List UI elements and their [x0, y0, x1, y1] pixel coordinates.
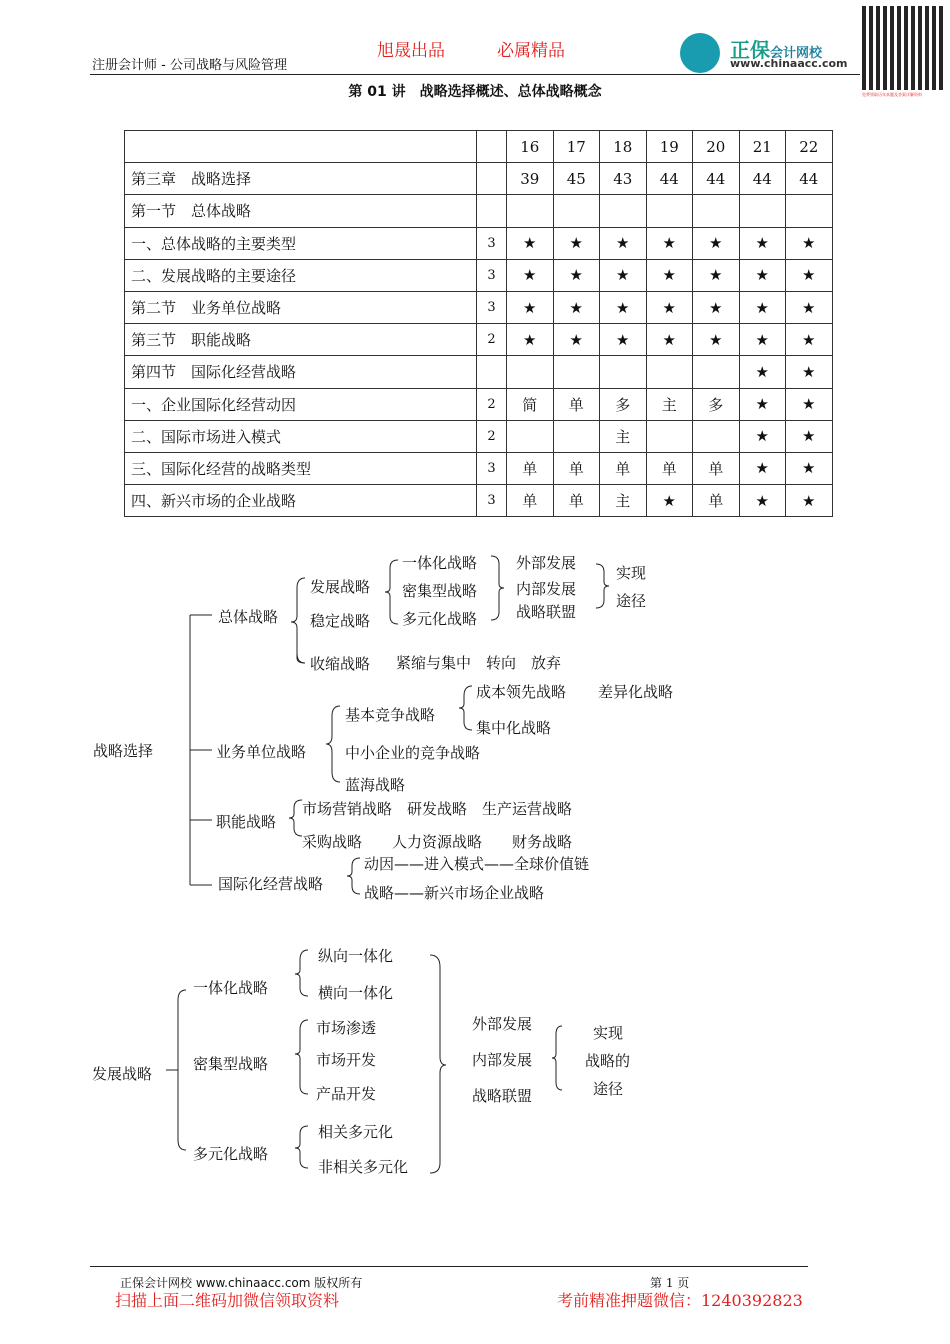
- table-row-label: 二、国际市场进入模式: [125, 420, 477, 452]
- footer-promo-left: 扫描上面二维码加微信领取资料: [115, 1291, 340, 1310]
- table-row-points: 2: [477, 420, 507, 452]
- table-cell: ★: [693, 324, 740, 356]
- table-cell: ★: [600, 291, 647, 323]
- table-cell: 单: [646, 452, 693, 484]
- table-cell: 多: [600, 388, 647, 420]
- table-row-points: 3: [477, 291, 507, 323]
- map1-intl-row1: 动因——进入模式——全球价值链: [364, 855, 590, 873]
- map1-diversification: 多元化战略: [402, 610, 478, 628]
- table-cell: 单: [507, 452, 554, 484]
- map2-horizontal: 横向一体化: [318, 984, 394, 1002]
- map1-internal: 内部发展: [516, 580, 577, 598]
- course-title: 注册会计师 - 公司战略与风险管理: [92, 58, 287, 73]
- table-cell: ★: [693, 291, 740, 323]
- table-cell: ★: [786, 388, 833, 420]
- table-cell: 单: [693, 485, 740, 517]
- table-row-label: 四、新兴市场的企业战略: [125, 485, 477, 517]
- table-cell: ★: [786, 356, 833, 388]
- map1-basic-competition: 基本竞争战略: [345, 706, 436, 724]
- map1-development: 发展战略: [310, 578, 371, 596]
- map1-blue-ocean: 蓝海战略: [345, 776, 406, 794]
- table-cell: ★: [739, 291, 786, 323]
- map1-root: 战略选择: [93, 742, 154, 760]
- map2-strategy-of: 战略的: [585, 1052, 631, 1070]
- map1-contraction: 收缩战略: [310, 655, 371, 673]
- table-cell: 单: [507, 485, 554, 517]
- table-row-points: 3: [477, 259, 507, 291]
- table-cell: 单: [553, 485, 600, 517]
- table-cell: ★: [507, 259, 554, 291]
- table-cell: ★: [600, 227, 647, 259]
- table-cell: ★: [553, 259, 600, 291]
- table-row-label: 第三节 职能战略: [125, 324, 477, 356]
- table-row-label: 第二节 业务单位战略: [125, 291, 477, 323]
- table-cell: ★: [553, 227, 600, 259]
- table-year-20: 20: [693, 131, 740, 163]
- map2-external: 外部发展: [472, 1015, 533, 1033]
- map2-product-development: 产品开发: [316, 1085, 377, 1103]
- map2-realize: 实现: [593, 1024, 624, 1042]
- table-cell: 多: [693, 388, 740, 420]
- table-cell: ★: [786, 324, 833, 356]
- table-cell: 43: [600, 163, 647, 195]
- table-cell: ★: [646, 291, 693, 323]
- table-cell: ★: [786, 485, 833, 517]
- table-cell: ★: [646, 259, 693, 291]
- table-cell: 主: [646, 388, 693, 420]
- table-cell: ★: [786, 227, 833, 259]
- map1-cost-leadership: 成本领先战略: [476, 683, 567, 701]
- logo-sub: 会计网校: [770, 46, 823, 61]
- table-cell: ★: [507, 291, 554, 323]
- footer-copyright: 正保会计网校 www.chinaacc.com 版权所有: [120, 1276, 363, 1290]
- table-cell: ★: [786, 452, 833, 484]
- table-cell: 44: [786, 163, 833, 195]
- table-cell: ★: [693, 227, 740, 259]
- map2-intensive: 密集型战略: [193, 1055, 269, 1073]
- map2-penetration: 市场渗透: [316, 1019, 377, 1037]
- table-cell: ★: [553, 324, 600, 356]
- map1-functional: 职能战略: [216, 813, 277, 831]
- table-cell: ★: [739, 259, 786, 291]
- footer-divider: [90, 1266, 808, 1267]
- map2-market-development: 市场开发: [316, 1051, 377, 1069]
- table-cell: ★: [646, 324, 693, 356]
- table-year-19: 19: [646, 131, 693, 163]
- table-cell: ★: [739, 324, 786, 356]
- map2-vertical: 纵向一体化: [318, 947, 394, 965]
- table-row-label: 一、企业国际化经营动因: [125, 388, 477, 420]
- table-row-points: 2: [477, 324, 507, 356]
- map1-functional-row1: 市场营销战略 研发战略 生产运营战略: [302, 800, 573, 818]
- table-year-21: 21: [739, 131, 786, 163]
- table-row-label: 一、总体战略的主要类型: [125, 227, 477, 259]
- table-cell: ★: [646, 227, 693, 259]
- map2-root: 发展战略: [92, 1065, 153, 1083]
- map1-integration: 一体化战略: [402, 554, 478, 572]
- table-year-16: 16: [507, 131, 554, 163]
- table-row-points: 3: [477, 227, 507, 259]
- map1-overall: 总体战略: [218, 608, 279, 626]
- table-cell: ★: [786, 420, 833, 452]
- table-cell: 44: [646, 163, 693, 195]
- qr-caption: 免费领取历年真题及答案详解资料: [862, 92, 922, 97]
- table-row-label: 第三章 战略选择: [125, 163, 477, 195]
- table-cell: 39: [507, 163, 554, 195]
- map2-diversification: 多元化战略: [193, 1145, 269, 1163]
- map2-integration: 一体化战略: [193, 979, 269, 997]
- map2-related: 相关多元化: [318, 1123, 394, 1141]
- map2-alliance: 战略联盟: [472, 1087, 533, 1105]
- slogan-right: 必属精品: [497, 41, 565, 61]
- table-cell: 单: [553, 452, 600, 484]
- map2-path: 途径: [593, 1080, 624, 1098]
- map2-unrelated: 非相关多元化: [318, 1158, 409, 1176]
- table-cell: 主: [600, 485, 647, 517]
- table-cell: ★: [739, 388, 786, 420]
- map1-path: 途径: [616, 592, 647, 610]
- map1-international: 国际化经营战略: [218, 875, 324, 893]
- table-row-points: 2: [477, 388, 507, 420]
- slogan-left: 旭晟出品: [377, 41, 445, 61]
- lecture-title: 第 01 讲 战略选择概述、总体战略概念: [348, 84, 602, 100]
- map1-external: 外部发展: [516, 554, 577, 572]
- table-row-points: 3: [477, 452, 507, 484]
- table-cell: 44: [693, 163, 740, 195]
- footer-page-number: 第 1 页: [650, 1276, 690, 1290]
- table-cell: ★: [786, 291, 833, 323]
- table-cell: ★: [739, 452, 786, 484]
- table-row-label: 三、国际化经营的战略类型: [125, 452, 477, 484]
- table-cell: ★: [600, 324, 647, 356]
- table-cell: 单: [553, 388, 600, 420]
- table-cell: ★: [507, 324, 554, 356]
- map1-focus: 集中化战略: [476, 719, 552, 737]
- map1-functional-row2: 采购战略 人力资源战略 财务战略: [302, 833, 573, 851]
- map1-intensive: 密集型战略: [402, 582, 478, 600]
- table-year-22: 22: [786, 131, 833, 163]
- table-cell: ★: [739, 356, 786, 388]
- table-row-points: 3: [477, 485, 507, 517]
- footer-promo-right: 考前精准押题微信：1240392823: [557, 1291, 803, 1310]
- table-cell: ★: [739, 485, 786, 517]
- table-cell: 44: [739, 163, 786, 195]
- table-cell: ★: [739, 227, 786, 259]
- table-cell: 45: [553, 163, 600, 195]
- map1-realize: 实现: [616, 564, 647, 582]
- table-year-18: 18: [600, 131, 647, 163]
- map1-stable: 稳定战略: [310, 612, 371, 630]
- table-cell: 简: [507, 388, 554, 420]
- logo-name-text: 正保: [730, 38, 770, 62]
- table-year-17: 17: [553, 131, 600, 163]
- table-cell: ★: [693, 259, 740, 291]
- map1-alliance: 战略联盟: [516, 603, 577, 621]
- table-cell: ★: [646, 485, 693, 517]
- table-cell: ★: [507, 227, 554, 259]
- table-row-label: 第四节 国际化经营战略: [125, 356, 477, 388]
- map1-contraction-items: 紧缩与集中 转向 放弃: [396, 654, 562, 672]
- map1-sme: 中小企业的竞争战略: [345, 744, 481, 762]
- logo-url: www.chinaacc.com: [730, 57, 848, 70]
- table-cell: ★: [553, 291, 600, 323]
- table-cell: 单: [693, 452, 740, 484]
- table-row-label: 第一节 总体战略: [125, 195, 477, 227]
- map1-differentiation: 差异化战略: [598, 683, 674, 701]
- table-cell: ★: [786, 259, 833, 291]
- table-cell: ★: [739, 420, 786, 452]
- table-cell: ★: [600, 259, 647, 291]
- table-cell: 主: [600, 420, 647, 452]
- map2-internal: 内部发展: [472, 1051, 533, 1069]
- map1-business: 业务单位战略: [216, 743, 307, 761]
- table-row-label: 二、发展战略的主要途径: [125, 259, 477, 291]
- map1-intl-row2: 战略——新兴市场企业战略: [364, 884, 545, 902]
- table-cell: 单: [600, 452, 647, 484]
